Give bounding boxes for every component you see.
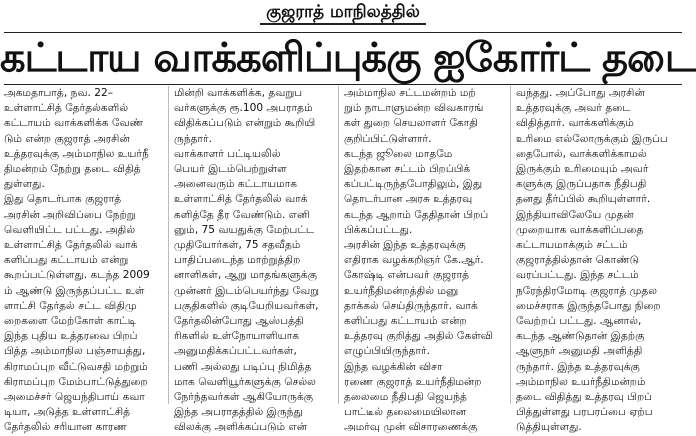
article-line: கிராமப்புற மேம்பாட்டுத்துறை — [4, 375, 148, 388]
article-line: கடந்த ஜூலை மாதமே — [344, 147, 453, 160]
article-line: அமைச்சர் ஜெயந்திபாய் கவா — [4, 391, 145, 404]
column-1 — [4, 86, 164, 434]
article-line: துள்ளது. — [4, 178, 45, 191]
article-line: கோஷ்டி என்பவர் குஜராத் — [344, 269, 470, 282]
article-line: அரசின் இந்த உத்தரவுக்கு — [344, 239, 466, 252]
article-line: அம்மாநில உயர்நீதிமன்றம் — [516, 375, 646, 388]
article-line: டும் என்ற குஜராத் அரசின் — [4, 132, 130, 145]
article-line: தேர்தலில் சரியான காரண — [4, 421, 127, 434]
article-line: வர்களுக்கு ரூ.100 அபராதம் — [174, 102, 313, 115]
article-line: தாக்கல் செய்திருந்தார். வாக் — [344, 299, 478, 312]
article-line: பாட்டீல் தலைமையிலான — [344, 406, 467, 419]
article-line: தேர்தலின்போது ஆஸ்பத்தி — [174, 315, 304, 328]
article-line: விதித்தார். வாக்களிக்கும் — [516, 117, 634, 130]
article-line: ரணை குஜராத் உயர்நீதிமன்ற — [344, 375, 482, 388]
article-line: கடந்த ஆறாம் தேதிதான் பிறப் — [344, 208, 489, 221]
article-line: உள்ளாட்சித் தேர்தலில் வாக் — [4, 239, 138, 252]
article-line: பெயர் இடம்பெற்றுள்ள — [174, 163, 287, 176]
column-divider — [510, 86, 511, 404]
article-line: பிக்கப்பட்டது. — [344, 223, 413, 236]
article-line: ரிகளில் உள்நோயாளியாக — [174, 330, 300, 343]
article-line: இந்தியாவிலேயே முதன் — [516, 208, 634, 221]
article-line: களித்தே தீர வேண்டும். எனி — [174, 208, 310, 221]
article-line: தொடர்பான அரசு உத்தரவு — [344, 193, 473, 206]
article-line: தைபோல், வாக்களிக்காமல் — [516, 147, 647, 160]
article-line: குறிப்பிட்டுள்ளார். — [344, 132, 432, 145]
article-line: ம் ஆண்டு இருந்தப்பட்ட உள் — [4, 284, 145, 297]
article-line: வெளியிட்ட பட்டது. அதில் — [4, 223, 136, 236]
article-line: டுத்தியுள்ளது. — [516, 421, 582, 434]
article-line: இந்த வழக்கின் விசா — [344, 360, 443, 373]
article-line: இது தொடர்பாக குஜராத் — [4, 193, 122, 206]
article-line: னாளிகள், ஆறு மாதங்களுக்கு — [174, 269, 318, 282]
top-rule — [4, 32, 682, 33]
article-line: றைகளை மேற்கோள் காட்டி — [4, 315, 137, 328]
article-line: உயர்நீதிமன்றத்தில் மனு — [344, 284, 459, 297]
headline-rule — [4, 84, 682, 85]
article-line: முறையாக வாக்களிப்பதை — [516, 223, 644, 236]
article-line: உள்ளாட்சித் தேர்தல்களில் — [4, 102, 129, 115]
article-line: ஆளுநர் அனுமதி அளித்தி — [516, 345, 643, 358]
article-line: மாக வெளியூர்களுக்கு செல்ல — [174, 375, 316, 388]
headline: கட்டாய வாக்களிப்புக்கு ஐகோர்ட் தடை — [0, 35, 696, 81]
article-line: பித்த அம்மாநில பஞ்சாயத்து, — [4, 345, 146, 358]
article-line: றும் நாடாளுமன்ற விவகாரங் — [344, 102, 484, 115]
article-line: கட்டாயமாக்கும் சட்டம் — [516, 239, 628, 252]
article-line: களுக்கு இருப்பதாக நீதிபதி — [516, 178, 647, 191]
article-line: உள்ளாட்சித் தேர்தலில் வாக் — [174, 193, 308, 206]
article-line: கள் துறை செயலாளர் கோதி — [344, 117, 478, 130]
article-line: அனைவரும் கட்டாயமாக — [174, 178, 298, 191]
article-line: மைச்சராக இருந்தபோது நிறை — [516, 299, 661, 312]
article-line: அகமதாபாத், நவ. 22– — [4, 87, 114, 99]
column-divider — [338, 86, 339, 404]
article-line: கப்பட்டிருந்தபோதிலும், இது — [344, 178, 483, 191]
article-line: தனது தீர்ப்பில் கூறியுள்ளார். — [516, 193, 651, 206]
article-line: கடந்த ஆண்டுதான் இதற்கு — [516, 330, 645, 343]
article-line: வேற்றப் பட்டது. ஆனால், — [516, 315, 642, 328]
article-line: இதற்கான சட்டம் பிறப்பிக் — [344, 163, 471, 176]
article-line: நரேந்திரமோடி குஜராத் முதல — [516, 284, 658, 297]
article-line: தலைமை நீதிபதி ஜெயந்த் — [344, 391, 467, 404]
article-line: உத்தரவுக்கு அம்மாநில உயர்நீ — [4, 147, 149, 160]
article-line: னும், 75 வயதுக்கு மேற்பட்ட — [174, 223, 315, 236]
article-line: அரசின் அறிவிப்பை நேற்று — [4, 208, 136, 221]
article-line: உத்தரவுக்கு அவர் தடை — [516, 102, 631, 115]
article-line: எதிராக வழக்கறிஞர் கே.ஆர். — [344, 254, 484, 267]
article-line: ருந்தார். — [174, 132, 212, 145]
article-line: முதியோர்கள், 75 சதவீதம் — [174, 239, 301, 252]
article-line: ருந்தார். இந்த உத்தரவுக்கு — [516, 360, 640, 373]
column-4 — [516, 86, 680, 434]
article-line: டியா, அடுத்த உள்ளாட்சித் — [4, 406, 131, 419]
article-line: தடை விதித்து உத்தரவு பிறப் — [516, 391, 653, 404]
article-body — [4, 86, 682, 434]
article-line: பாதிப்படைந்த மாற்றுத்திற — [174, 254, 301, 267]
article-line: நேர்ந்தவர்கள் ஆகியோருக்கு — [174, 391, 314, 404]
article-line: விலக்கு அளிக்கப்படும் என் — [174, 421, 308, 434]
column-3 — [344, 86, 506, 434]
article-line: பகுதிகளில் குடியேறியவர்கள், — [174, 299, 319, 312]
article-line: களிப்பது கட்டாயம் என்று — [4, 254, 129, 267]
column-2 — [174, 86, 334, 434]
article-line: வரப்பட்டது. இந்த சட்டம் — [516, 269, 639, 282]
article-line: உரிமை எல்லோருக்கும் இருப்ப — [516, 132, 668, 145]
article-line: வந்தது. அப்போது அரசின் — [516, 87, 645, 99]
article-line: அனுமதிக்கப்பட்டவர்கள், — [174, 345, 297, 358]
article-line: வாக்காளர் பட்டியலில் — [174, 147, 281, 160]
article-line: குஜராத்தில்தான் கொண்டு — [516, 254, 640, 267]
article-line: ளாட்சி தேர்தல் சட்ட விதிமு — [4, 299, 137, 312]
article-line: கூறப்பட்டுள்ளது. கடந்த 2009 — [4, 269, 150, 282]
article-line: விதிக்கப்படும் என்றும் கூறியி — [174, 117, 316, 130]
article-line: அம்மாநில சட்டமன்றம் மற் — [344, 87, 476, 99]
article-line: உத்தரவு குறித்து அதில் கேள்வி — [344, 330, 493, 343]
article-line: இருக்கும் உரிமையும் அவர் — [516, 163, 649, 176]
article-line: எழுப்பியிருந்தார். — [344, 345, 430, 358]
kicker-text: குஜராத் மாநிலத்தில் — [260, 2, 426, 25]
article-line: பணி அல்லது படிப்பு நிமித்த — [174, 360, 312, 373]
article-line: திமன்றம் நேற்று தடை விதித் — [4, 163, 141, 176]
article-line: இந்த புதிய உத்தரவை பிறப் — [4, 330, 138, 343]
article-line: இந்த அபராதத்தில் இருந்து — [174, 406, 303, 419]
article-line: மின்றி வாக்களிக்க, தவறுப — [174, 87, 303, 99]
article-line: களிப்பது கட்டாயம் என்ற — [344, 315, 467, 328]
article-line: முன்னர் இடம்பெயர்ந்து வேறு — [174, 284, 320, 297]
kicker — [0, 2, 686, 24]
article-line: கிராமப்புற வீட்டுவசதி மற்றும் — [4, 360, 148, 373]
article-line: கட்டாயம் வாக்களிக்க வேண் — [4, 117, 144, 130]
column-divider — [168, 86, 169, 404]
article-line: அமர்வு முன் விசாரணைக்கு — [344, 421, 478, 434]
article-line: பித்துள்ளது பரபரப்பை ஏற்ப — [516, 406, 653, 419]
